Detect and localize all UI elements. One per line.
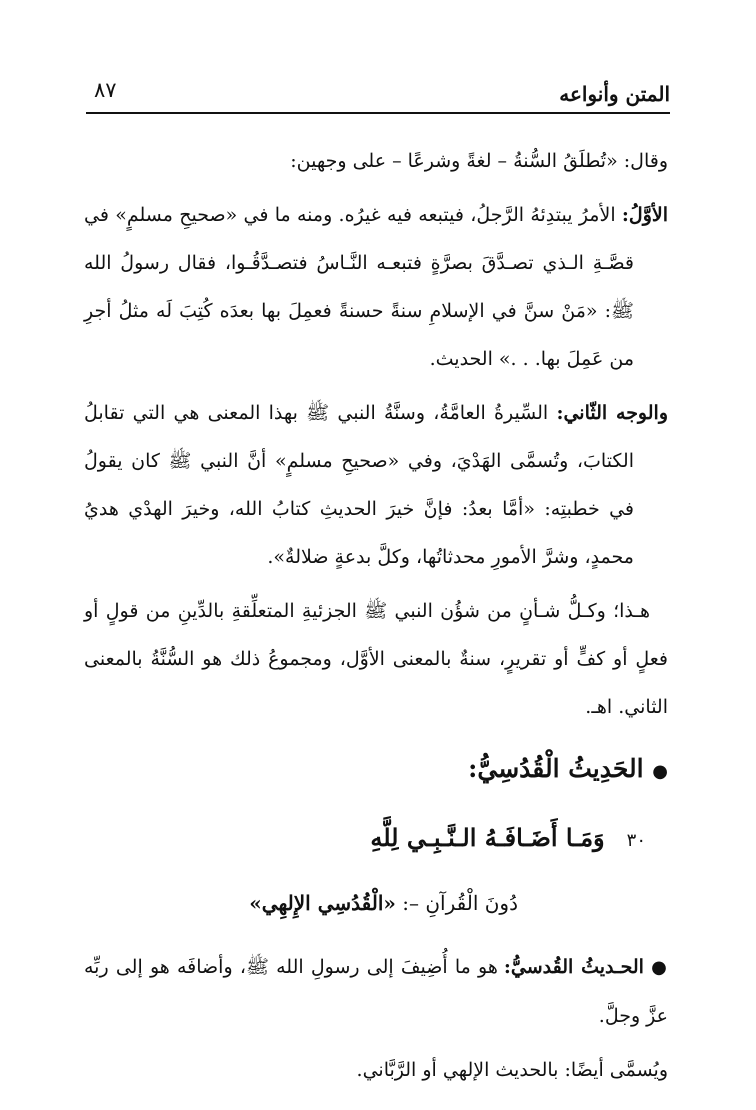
chapter-title: المتن وأنواعه <box>559 82 670 106</box>
definition-text: هو ما أُضِيفَ إلى رسولِ الله ﷺ، وأضافَه هو إلى ربِّه عزَّ وجلَّ. <box>84 956 668 1027</box>
paragraph-lead: والوجه الثّاني: <box>556 402 668 424</box>
page-header <box>86 72 670 112</box>
verse-text: وَمَـا أَضَـافَـهُ الـنَّـبِـي لِلَّهِ <box>370 823 605 852</box>
paragraph-second-meaning <box>84 389 668 581</box>
section-heading-text: الحَدِيثُ الْقُدُسِيُّ: <box>468 754 644 783</box>
verse-text-a: دُونَ الْقُرآنِ –: <box>395 891 518 915</box>
paragraph-definition <box>84 943 668 1040</box>
verse-line-2 <box>84 875 668 931</box>
paragraph-summary: هـذا؛ وكـلُّ شـأنٍ من شؤُن النبي ﷺ الجزئيةِ المتعلِّقةِ بالدِّينِ من قولٍ أو فعلٍ أو كفٍّ أو تقريرٍ، سنةٌ بالمعنى الأوَّل، ومجموعُ ذلك هو السُّنَّةُ بالمعنى الثاني. اهـ. <box>84 600 668 718</box>
paragraph-lead: الأوَّلُ: <box>621 204 668 226</box>
paragraph-also-called: ويُسمَّى أيضًا: بالحديث الإلهي أو الرَّبَّاني. <box>356 1059 668 1081</box>
bullet-icon: ● <box>651 957 668 978</box>
definition-lead: الحـديثُ القُدسيُّ: <box>503 956 644 978</box>
page-body <box>84 137 668 1100</box>
verse-text-b: «الْقُدُسِي الإِلهِي» <box>249 891 396 915</box>
section-heading <box>84 739 668 802</box>
paragraph-first-meaning <box>84 191 668 383</box>
paragraph-intro: وقال: «تُطلَقُ السُّنةُ – لغةً وشرعًا – على وجهين: <box>290 150 668 172</box>
paragraph-text: السِّيرةُ العامَّةُ، وسنَّةُ النبي ﷺ بهذا المعنى هي التي تقابلُ الكتابَ، وتُسمَّى الهَدْيَ، وفي «صحيحِ مسلمٍ» أنَّ النبي ﷺ كان يقولُ في خطبتِه: «أمَّا بعدُ: فإنَّ خيرَ الحديثِ كتابُ الله، وخيرَ الهدْي هديُ محمدٍ، وشرَّ الأمورِ محدثاتُها، وكلَّ بدعةٍ ضلالةٌ». <box>84 402 634 568</box>
verse-line-1 <box>84 808 668 871</box>
header-divider <box>86 112 670 114</box>
bullet-icon: ● <box>652 761 668 782</box>
paragraph-text: الأمرُ يبتدِئهُ الرَّجلُ، فيتبعه فيه غيرُه. ومنه ما في «صحيحِ مسلمٍ» في قصَّـةِ الـذي تصـدَّقَ بصرَّةٍ فتبعـه النَّـاسُ فتصـدَّقُـوا، فقال رسولُ الله ﷺ: «مَنْ سنَّ في الإسلامِ سنةً حسنةً فعمِلَ بها بعدَه كُتِبَ لَه مثلُ أجرِ من عَمِلَ بها. . .» الحديث. <box>84 204 635 370</box>
verse-number: ٣٠ <box>626 830 646 851</box>
page-number: ٨٧ <box>94 78 117 102</box>
